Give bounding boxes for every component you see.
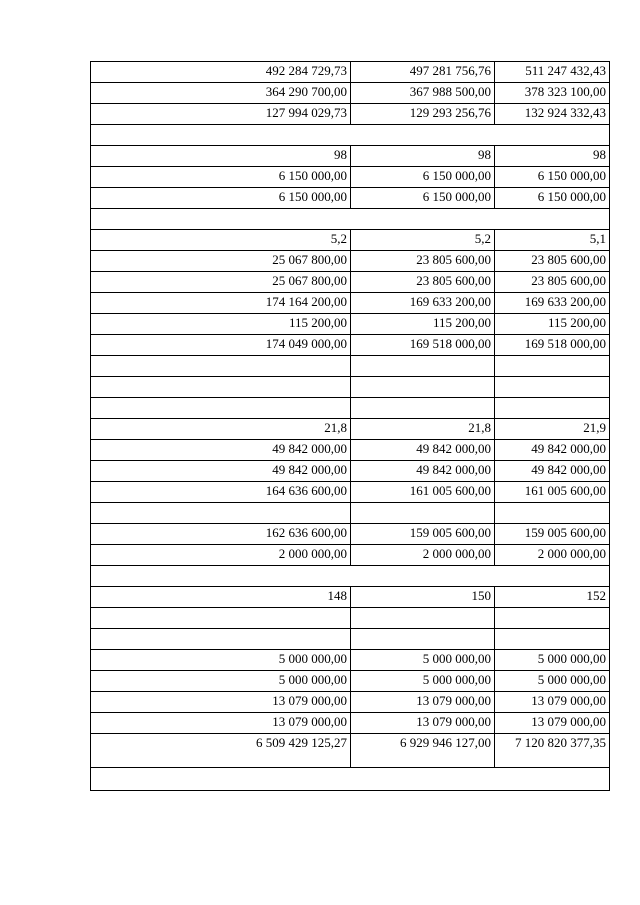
value-cell-col2: 49 842 000,00 xyxy=(351,440,495,461)
value-cell-col3 xyxy=(495,608,610,629)
value-cell-col2: 115 200,00 xyxy=(351,314,495,335)
table-row xyxy=(91,524,610,545)
table-row xyxy=(91,314,610,335)
value-cell-col3: 21,9 xyxy=(495,419,610,440)
value-cell-col1 xyxy=(91,608,351,629)
value-cell-col2: 23 805 600,00 xyxy=(351,251,495,272)
value-cell-col3: 6 150 000,00 xyxy=(495,167,610,188)
value-cell-col2 xyxy=(351,356,495,377)
table-row xyxy=(91,188,610,209)
value-cell-col1: 98 xyxy=(91,146,351,167)
value-cell-col2: 5 000 000,00 xyxy=(351,650,495,671)
value-cell-col1 xyxy=(91,629,351,650)
value-cell-col1: 6 150 000,00 xyxy=(91,167,351,188)
section-separator-cell xyxy=(91,209,610,230)
value-cell-col1: 164 636 600,00 xyxy=(91,482,351,503)
value-cell-col3: 7 120 820 377,35 xyxy=(495,734,610,768)
table-row xyxy=(91,734,610,768)
table-row xyxy=(91,293,610,314)
value-cell-col1: 5,2 xyxy=(91,230,351,251)
table-row xyxy=(91,461,610,482)
value-cell-col3: 23 805 600,00 xyxy=(495,251,610,272)
value-cell-col3: 49 842 000,00 xyxy=(495,461,610,482)
value-cell-col1: 25 067 800,00 xyxy=(91,272,351,293)
table-row xyxy=(91,209,610,230)
value-cell-col2: 129 293 256,76 xyxy=(351,104,495,125)
value-cell-col3: 5 000 000,00 xyxy=(495,650,610,671)
value-cell-col2: 169 633 200,00 xyxy=(351,293,495,314)
value-cell-col1: 13 079 000,00 xyxy=(91,713,351,734)
value-cell-col2: 5 000 000,00 xyxy=(351,671,495,692)
table-row xyxy=(91,356,610,377)
table-row xyxy=(91,566,610,587)
value-cell-col3 xyxy=(495,377,610,398)
value-cell-col3 xyxy=(495,503,610,524)
value-cell-col1: 174 164 200,00 xyxy=(91,293,351,314)
table-row xyxy=(91,587,610,608)
value-cell-col1: 49 842 000,00 xyxy=(91,461,351,482)
value-cell-col3: 115 200,00 xyxy=(495,314,610,335)
value-cell-col1: 174 049 000,00 xyxy=(91,335,351,356)
table-row xyxy=(91,650,610,671)
value-cell-col2: 23 805 600,00 xyxy=(351,272,495,293)
table-row xyxy=(91,83,610,104)
value-cell-col3: 13 079 000,00 xyxy=(495,692,610,713)
table-row xyxy=(91,377,610,398)
value-cell-col2: 21,8 xyxy=(351,419,495,440)
budget-table xyxy=(90,61,610,791)
value-cell-col2 xyxy=(351,398,495,419)
value-cell-col2: 367 988 500,00 xyxy=(351,83,495,104)
table-row xyxy=(91,230,610,251)
section-separator-cell xyxy=(91,125,610,146)
table-row xyxy=(91,125,610,146)
table-row xyxy=(91,272,610,293)
table-row xyxy=(91,146,610,167)
value-cell-col3: 511 247 432,43 xyxy=(495,62,610,83)
value-cell-col1: 148 xyxy=(91,587,351,608)
value-cell-col3: 5 000 000,00 xyxy=(495,671,610,692)
value-cell-col2: 497 281 756,76 xyxy=(351,62,495,83)
value-cell-col1 xyxy=(91,398,351,419)
table-row xyxy=(91,62,610,83)
value-cell-col3: 2 000 000,00 xyxy=(495,545,610,566)
value-cell-col2: 6 150 000,00 xyxy=(351,167,495,188)
value-cell-col1: 49 842 000,00 xyxy=(91,440,351,461)
value-cell-col2: 5,2 xyxy=(351,230,495,251)
value-cell-col1: 115 200,00 xyxy=(91,314,351,335)
table-row xyxy=(91,713,610,734)
table-row xyxy=(91,608,610,629)
value-cell-col3: 6 150 000,00 xyxy=(495,188,610,209)
value-cell-col1: 5 000 000,00 xyxy=(91,671,351,692)
section-separator-cell xyxy=(91,566,610,587)
value-cell-col2: 6 150 000,00 xyxy=(351,188,495,209)
table-row xyxy=(91,398,610,419)
table-row xyxy=(91,692,610,713)
value-cell-col1: 6 509 429 125,27 xyxy=(91,734,351,768)
value-cell-col2: 6 929 946 127,00 xyxy=(351,734,495,768)
value-cell-col1: 21,8 xyxy=(91,419,351,440)
value-cell-col1: 492 284 729,73 xyxy=(91,62,351,83)
value-cell-col3: 169 633 200,00 xyxy=(495,293,610,314)
value-cell-col2: 150 xyxy=(351,587,495,608)
table-row xyxy=(91,482,610,503)
value-cell-col2: 169 518 000,00 xyxy=(351,335,495,356)
value-cell-col1 xyxy=(91,377,351,398)
table-row xyxy=(91,545,610,566)
value-cell-col1: 162 636 600,00 xyxy=(91,524,351,545)
value-cell-col2: 98 xyxy=(351,146,495,167)
value-cell-col1: 2 000 000,00 xyxy=(91,545,351,566)
value-cell-col3: 98 xyxy=(495,146,610,167)
table-row xyxy=(91,671,610,692)
table-row xyxy=(91,335,610,356)
value-cell-col3: 132 924 332,43 xyxy=(495,104,610,125)
table-row xyxy=(91,629,610,650)
value-cell-col1 xyxy=(91,356,351,377)
table-body xyxy=(91,62,610,791)
value-cell-col2: 2 000 000,00 xyxy=(351,545,495,566)
value-cell-col1: 25 067 800,00 xyxy=(91,251,351,272)
value-cell-col2: 13 079 000,00 xyxy=(351,692,495,713)
value-cell-col1: 127 994 029,73 xyxy=(91,104,351,125)
value-cell-col2: 161 005 600,00 xyxy=(351,482,495,503)
table-row xyxy=(91,768,610,791)
value-cell-col3: 5,1 xyxy=(495,230,610,251)
value-cell-col2 xyxy=(351,377,495,398)
table-row xyxy=(91,104,610,125)
value-cell-col2 xyxy=(351,608,495,629)
table-row xyxy=(91,419,610,440)
value-cell-col1: 5 000 000,00 xyxy=(91,650,351,671)
value-cell-col3: 23 805 600,00 xyxy=(495,272,610,293)
value-cell-col3: 378 323 100,00 xyxy=(495,83,610,104)
value-cell-col3: 152 xyxy=(495,587,610,608)
value-cell-col1: 13 079 000,00 xyxy=(91,692,351,713)
value-cell-col2: 159 005 600,00 xyxy=(351,524,495,545)
value-cell-col2: 13 079 000,00 xyxy=(351,713,495,734)
section-separator-cell xyxy=(91,768,610,791)
value-cell-col3 xyxy=(495,629,610,650)
value-cell-col2 xyxy=(351,503,495,524)
value-cell-col3: 13 079 000,00 xyxy=(495,713,610,734)
value-cell-col2: 49 842 000,00 xyxy=(351,461,495,482)
value-cell-col2 xyxy=(351,629,495,650)
value-cell-col3: 169 518 000,00 xyxy=(495,335,610,356)
value-cell-col3: 159 005 600,00 xyxy=(495,524,610,545)
table-row xyxy=(91,251,610,272)
table-row xyxy=(91,440,610,461)
value-cell-col3 xyxy=(495,398,610,419)
table-row xyxy=(91,503,610,524)
value-cell-col1: 6 150 000,00 xyxy=(91,188,351,209)
value-cell-col1: 364 290 700,00 xyxy=(91,83,351,104)
value-cell-col3 xyxy=(495,356,610,377)
value-cell-col3: 161 005 600,00 xyxy=(495,482,610,503)
table-row xyxy=(91,167,610,188)
value-cell-col3: 49 842 000,00 xyxy=(495,440,610,461)
value-cell-col1 xyxy=(91,503,351,524)
